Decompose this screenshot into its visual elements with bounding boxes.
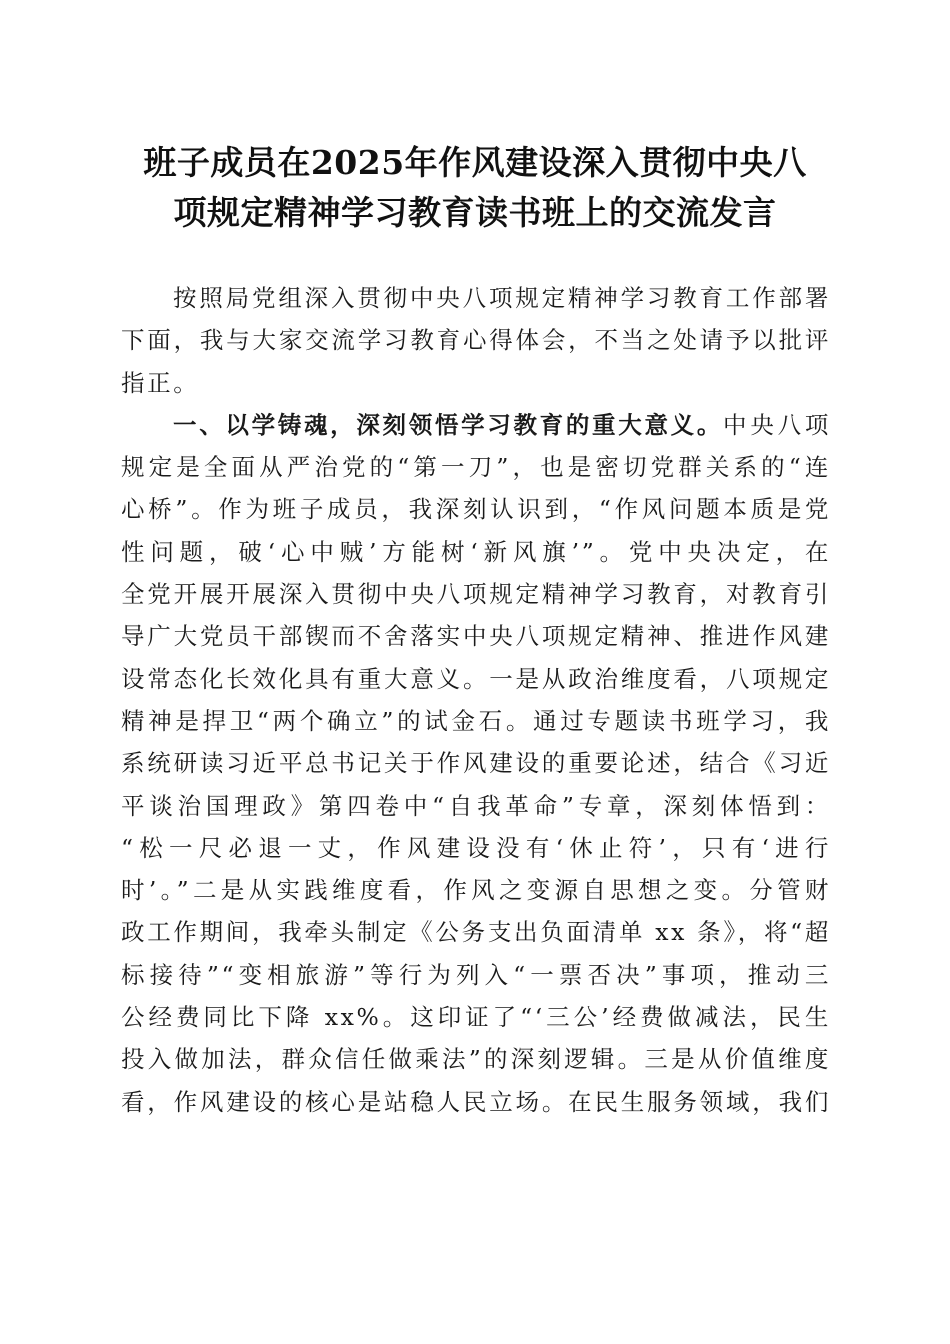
intro-line-3: 指正。 <box>121 368 200 397</box>
section1-line: 设常态化长效化具有重大意义。一是从政治维度看，八项规定 <box>121 664 831 693</box>
title-line-1: 班子成员在2025年作风建设深入贯彻中央八 <box>143 143 807 182</box>
section1-line: “松一尺必退一丈，作风建设没有‘休止符’，只有‘进行 <box>121 833 831 862</box>
intro-line-1: 按照局党组深入贯彻中央八项规定精神学习教育工作部署 <box>173 284 831 312</box>
document-body <box>121 277 831 1123</box>
section1-line: 规定是全面从严治党的“第一刀”，也是密切党群关系的“连 <box>121 453 831 482</box>
section1-line: 导广大党员干部锲而不舍落实中央八项规定精神、推进作风建 <box>121 622 831 651</box>
section1-line: 政工作期间，我牵头制定《公务支出负面清单 xx 条》，将“超 <box>121 918 831 947</box>
section1-line: 投入做加法，群众信任做乘法”的深刻逻辑。三是从价值维度 <box>121 1045 831 1074</box>
section1-line: 时’。”二是从实践维度看，作风之变源自思想之变。分管财 <box>121 876 831 905</box>
intro-line-2: 下面，我与大家交流学习教育心得体会，不当之处请予以批评 <box>121 326 831 355</box>
section1-line: 公经费同比下降 xx%。这印证了“‘三公’经费做减法，民生 <box>121 1003 831 1032</box>
section1-line: 全党开展开展深入贯彻中央八项规定精神学习教育，对教育引 <box>121 580 831 609</box>
section1-line: 系统研读习近平总书记关于作风建设的重要论述，结合《习近 <box>121 749 831 778</box>
section1-line: 平谈治国理政》第四卷中“自我革命”专章，深刻体悟到： <box>121 791 831 820</box>
section1-line: 标接待”“变相旅游”等行为列入“一票否决”事项，推动三 <box>121 960 831 989</box>
section1-first-line <box>121 404 831 446</box>
section1-line: 精神是捍卫“两个确立”的试金石。通过专题读书班学习，我 <box>121 706 831 735</box>
section1-line: 性问题，破‘心中贼’方能树‘新风旗’”。党中央决定，在 <box>121 537 831 566</box>
title-line-2: 项规定精神学习教育读书班上的交流发言 <box>173 193 777 232</box>
section1-line: 心桥”。作为班子成员，我深刻认识到，“作风问题本质是党 <box>121 495 831 524</box>
section1-heading: 一、以学铸魂，深刻领悟学习教育的重大意义。 <box>173 410 724 439</box>
section1-first-line-rest: 中央八项 <box>723 410 832 439</box>
document-title <box>110 138 840 238</box>
section1-line: 看，作风建设的核心是站稳人民立场。在民生服务领域，我们 <box>121 1087 831 1116</box>
